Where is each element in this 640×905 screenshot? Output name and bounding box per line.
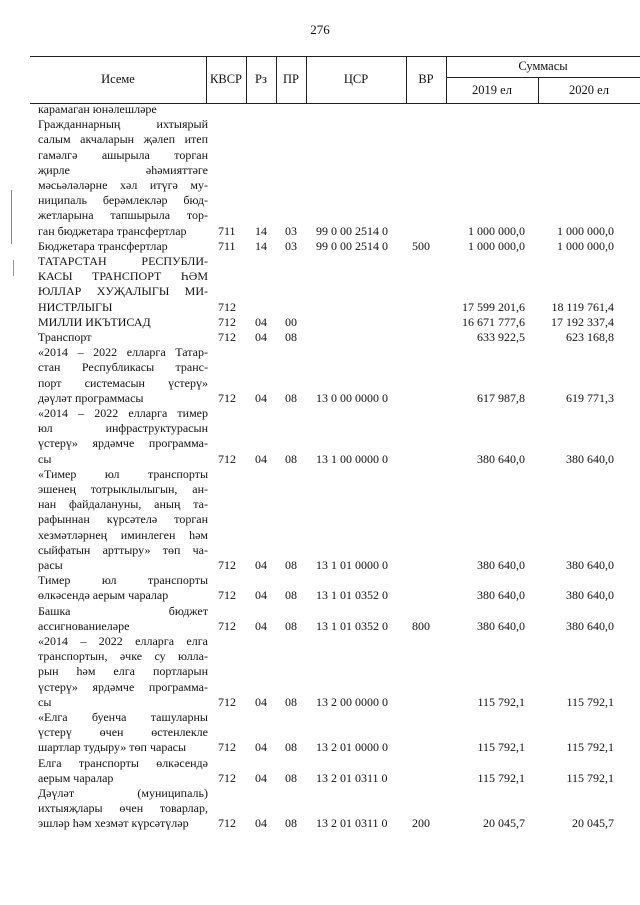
description-line: порт системасын үстерү» (38, 375, 208, 390)
cell-y2020: 18 119 761,4 (551, 299, 614, 314)
cell-pr: 08 (285, 816, 297, 831)
cell-rz: 04 (255, 314, 267, 329)
description-line: эшләр һәм хезмәт күрсәтүләр (38, 816, 189, 831)
cell-pr: 03 (285, 223, 297, 238)
cell-csr: 13 1 01 0352 0 (316, 588, 388, 603)
margin-mark (13, 260, 14, 276)
cell-csr: 13 1 01 0000 0 (316, 558, 388, 572)
header-name: Исеме (101, 72, 135, 86)
cell-kvsr: 712 (218, 816, 236, 831)
description-line: МИЛЛИ ИКЪТИСАД (38, 314, 151, 329)
cell-kvsr: 712 (218, 740, 236, 755)
cell-rz: 04 (255, 740, 267, 755)
cell-csr: 99 0 00 2514 0 (316, 238, 388, 253)
cell-y2020: 623 168,8 (566, 330, 614, 344)
cell-rz: 04 (255, 694, 267, 709)
description-line: Башка бюджет (38, 603, 208, 618)
cell-kvsr: 712 (218, 588, 236, 603)
cell-y2019: 380 640,0 (477, 451, 525, 466)
description-line: карамаган юнәлешләре (38, 102, 157, 116)
cell-pr: 08 (285, 558, 297, 572)
description-line: рафыннан күрсәтелә торган (38, 512, 208, 527)
cell-csr: 13 1 01 0352 0 (316, 618, 388, 633)
cell-csr: 13 2 01 0311 0 (316, 770, 388, 785)
description-line: нан файдалануны, аның та- (38, 497, 208, 512)
row-description (38, 786, 208, 832)
cell-kvsr: 712 (218, 330, 236, 344)
cell-kvsr: 712 (218, 770, 236, 785)
description-line: КАСЫ ТРАНСПОРТ ҺӘМ (38, 269, 208, 284)
description-line: юл инфраструктурасын (38, 421, 208, 436)
description-line: транспортын, әчке су юлла- (38, 649, 208, 664)
cell-y2020: 20 045,7 (572, 816, 614, 831)
cell-rz: 14 (255, 238, 267, 253)
row-description (38, 239, 208, 254)
table-header (30, 56, 640, 104)
description-line: ТАТАРСТАН РЕСПУБЛИ- (38, 254, 208, 268)
cell-kvsr: 712 (218, 618, 236, 633)
cell-vr: 200 (412, 816, 430, 831)
description-line: аерым чаралар (38, 770, 114, 785)
cell-y2019: 115 792,1 (477, 770, 525, 785)
cell-csr: 13 1 00 0000 0 (316, 451, 388, 466)
cell-pr: 08 (285, 330, 297, 344)
cell-vr: 800 (412, 618, 430, 633)
cell-rz: 14 (255, 223, 267, 238)
description-line: җирле әһәмияттәге (38, 162, 208, 177)
cell-kvsr: 712 (218, 694, 236, 709)
description-line: Бюджетара трансфертлар (38, 238, 168, 253)
description-line: ниципаль берәмлекләр бюд- (38, 193, 208, 208)
cell-csr: 13 2 01 0000 0 (316, 740, 388, 755)
cell-y2020: 619 771,3 (566, 390, 614, 405)
header-rz: Рз (255, 72, 267, 86)
description-line: өлкәсендә аерым чаралар (38, 588, 169, 603)
cell-kvsr: 712 (218, 299, 236, 314)
row-description (38, 345, 208, 406)
cell-y2020: 17 192 337,4 (551, 314, 614, 329)
cell-y2019: 1 000 000,0 (468, 223, 525, 238)
cell-y2019: 633 922,5 (477, 330, 525, 344)
cell-y2019: 16 671 777,6 (462, 314, 525, 329)
description-line: ган бюджетара трансфертлар (38, 223, 187, 238)
description-line: ЮЛЛАР ХУҖАЛЫГЫ МИ- (38, 284, 208, 299)
cell-pr: 08 (285, 618, 297, 633)
row-description (38, 467, 208, 573)
row-description (38, 117, 208, 239)
description-line: «2014 – 2022 елларга Татар- (38, 345, 208, 360)
description-line: рын һәм елга портларын (38, 664, 208, 679)
header-pr: ПР (283, 72, 299, 86)
row-description (38, 756, 208, 786)
row-description (38, 634, 208, 710)
description-line: Гражданнарның ихтыярый (38, 117, 208, 132)
cell-y2020: 380 640,0 (566, 558, 614, 572)
cell-y2020: 1 000 000,0 (557, 238, 614, 253)
description-line: ихтыяҗлары өчен товарлар, (38, 801, 208, 816)
cell-pr: 00 (285, 314, 297, 329)
cell-y2019: 20 045,7 (483, 816, 525, 831)
header-vr: ВР (418, 72, 434, 86)
description-line: үстерү өчен өстенлекле (38, 725, 208, 740)
description-line: Транспорт (38, 330, 92, 344)
cell-kvsr: 712 (218, 558, 236, 572)
description-line: Тимер юл транспорты (38, 573, 208, 588)
description-line: үстерү» ярдәмче программа- (38, 436, 208, 451)
description-line: дәүләт программасы (38, 390, 144, 405)
cell-csr: 13 2 01 0311 0 (316, 816, 388, 831)
cell-pr: 08 (285, 740, 297, 755)
description-line: эшенең тотрыклылыгын, ан- (38, 482, 208, 496)
cell-csr: 99 0 00 2514 0 (316, 223, 388, 238)
cell-pr: 08 (285, 588, 297, 603)
cell-y2020: 1 000 000,0 (557, 223, 614, 238)
row-description (38, 604, 208, 634)
cell-kvsr: 712 (218, 390, 236, 405)
description-line: жетларына тапшырыла тор- (38, 208, 208, 223)
cell-pr: 08 (285, 390, 297, 405)
cell-y2019: 380 640,0 (477, 588, 525, 603)
description-line: хезмәтләрнең иминлеген һәм (38, 527, 208, 542)
description-line: сы (38, 451, 52, 466)
cell-rz: 04 (255, 451, 267, 466)
description-line: гамәлгә ашырыла торган (38, 147, 208, 162)
description-line: сыйфатын арттыру» төп ча- (38, 542, 208, 557)
row-description (38, 315, 208, 330)
cell-kvsr: 712 (218, 314, 236, 329)
header-sums: Суммасы (518, 59, 568, 73)
cell-vr: 500 (412, 238, 430, 253)
cell-y2019: 115 792,1 (477, 740, 525, 755)
cell-csr: 13 2 00 0000 0 (316, 694, 388, 709)
cell-pr: 08 (285, 451, 297, 466)
cell-y2020: 380 640,0 (566, 588, 614, 603)
description-line: Елга транспорты өлкәсендә (38, 755, 208, 770)
cell-y2019: 380 640,0 (477, 618, 525, 633)
header-2020: 2020 ел (569, 83, 609, 97)
description-line: стан Республикасы транс- (38, 360, 208, 375)
description-line: салым акчаларын җәлеп итеп (38, 132, 208, 147)
cell-rz: 04 (255, 588, 267, 603)
header-csr: ЦСР (343, 72, 369, 86)
cell-pr: 03 (285, 238, 297, 253)
cell-rz: 04 (255, 390, 267, 405)
description-line: сы (38, 694, 52, 709)
page-number: 276 (310, 22, 330, 37)
description-line: ассигнованиеләре (38, 618, 130, 633)
cell-y2019: 17 599 201,6 (462, 299, 525, 314)
description-line: расы (38, 558, 63, 573)
header-2019: 2019 ел (472, 83, 512, 97)
cell-rz: 04 (255, 330, 267, 344)
description-line: шартлар тудыру» төп чарасы (38, 740, 187, 755)
cell-kvsr: 712 (218, 451, 236, 466)
description-line: Дәүләт (муниципаль) (38, 786, 208, 800)
cell-y2019: 617 987,8 (477, 390, 525, 405)
margin-mark (11, 190, 12, 244)
description-line: мәсьәләләрне хәл итүгә му- (38, 178, 208, 192)
cell-pr: 08 (285, 694, 297, 709)
cell-kvsr: 711 (218, 238, 236, 253)
cell-rz: 04 (255, 618, 267, 633)
cell-y2019: 115 792,1 (477, 694, 525, 709)
cell-y2020: 380 640,0 (566, 618, 614, 633)
cell-csr: 13 0 00 0000 0 (316, 390, 388, 405)
cell-rz: 04 (255, 770, 267, 785)
row-description (38, 254, 208, 315)
description-line: «2014 – 2022 елларга елга (38, 634, 208, 648)
row-description (38, 573, 208, 603)
row-description (38, 406, 208, 467)
description-line: үстерү» ярдәмче программа- (38, 679, 208, 694)
description-line: «2014 – 2022 елларга тимер (38, 406, 208, 420)
row-description (38, 102, 208, 117)
cell-y2020: 115 792,1 (566, 770, 614, 785)
row-description (38, 330, 208, 345)
description-line: «Тимер юл транспорты (38, 466, 208, 481)
description-line: «Елга буенча ташуларны (38, 710, 208, 724)
cell-y2020: 380 640,0 (566, 451, 614, 466)
description-line: НИСТРЛЫГЫ (38, 299, 113, 314)
header-kvsr: КВСР (210, 72, 242, 86)
cell-pr: 08 (285, 770, 297, 785)
cell-rz: 04 (255, 558, 267, 572)
cell-kvsr: 711 (218, 223, 236, 238)
row-description (38, 710, 208, 756)
cell-y2020: 115 792,1 (566, 740, 614, 755)
cell-y2019: 380 640,0 (477, 558, 525, 572)
cell-y2019: 1 000 000,0 (468, 238, 525, 253)
cell-y2020: 115 792,1 (566, 694, 614, 709)
cell-rz: 04 (255, 816, 267, 831)
